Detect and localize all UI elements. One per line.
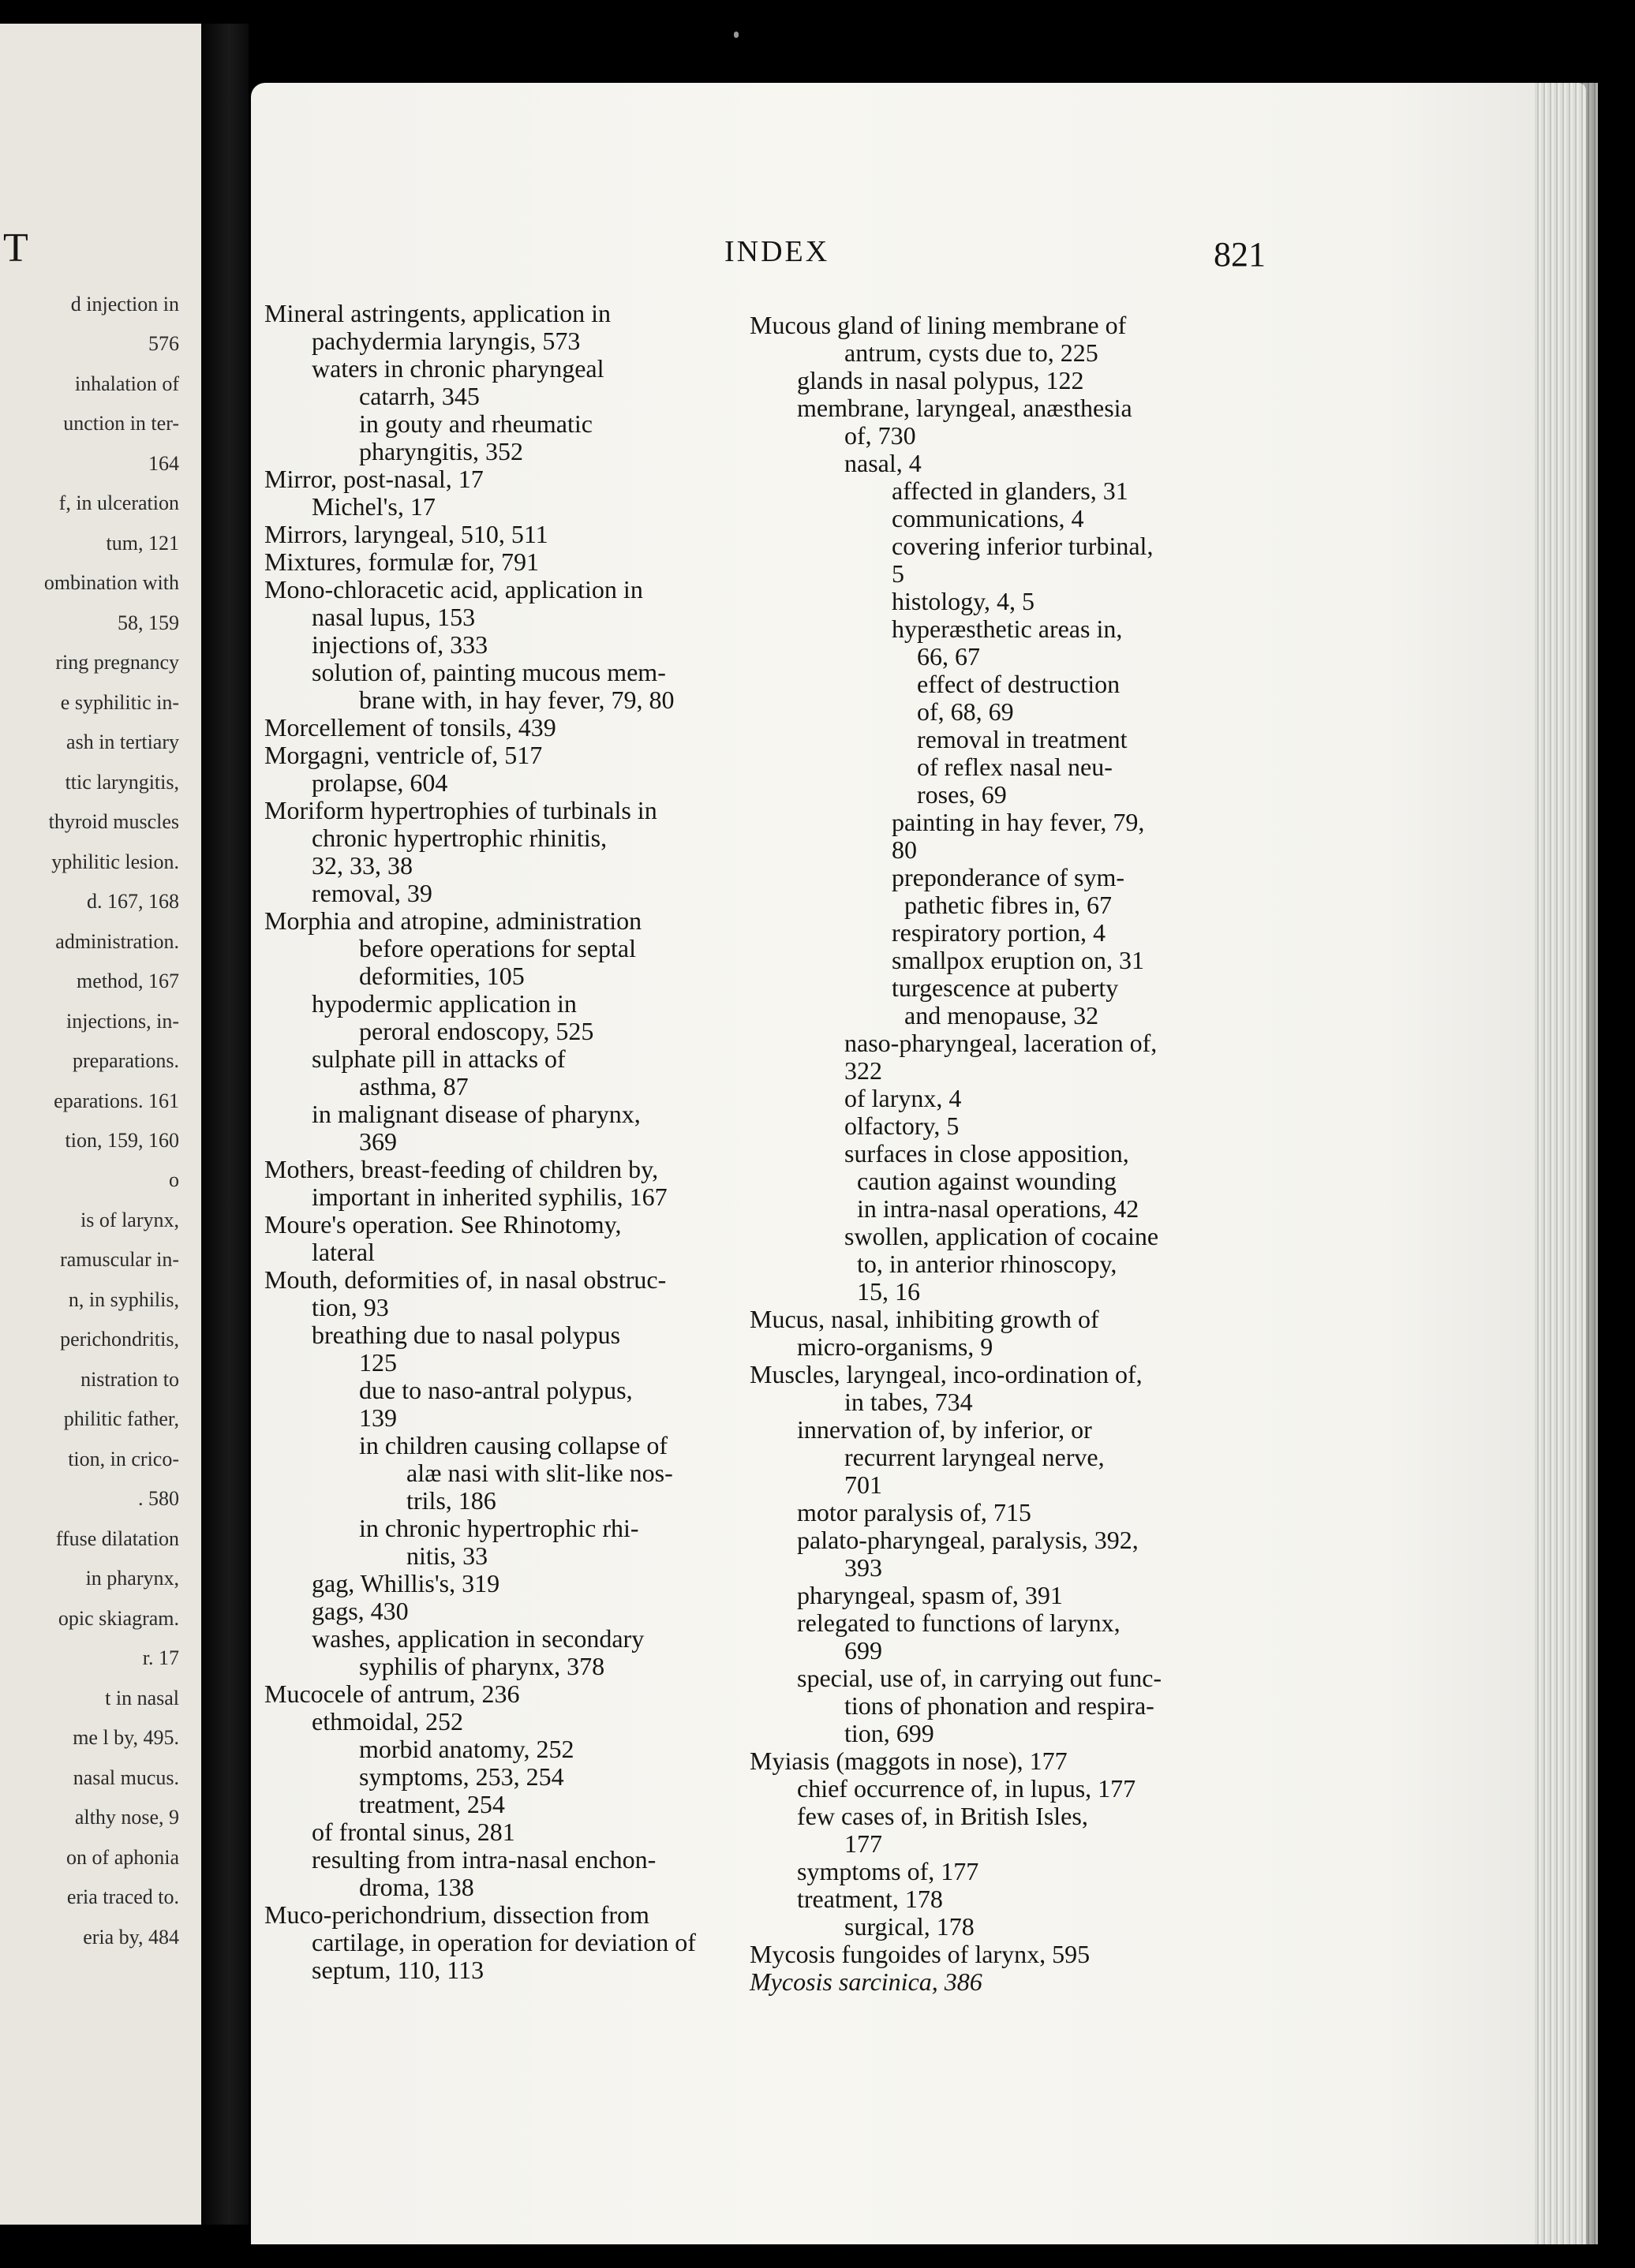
index-entry: Muco-perichondrium, dissection from	[264, 1900, 649, 1929]
index-entry: droma, 138	[359, 1873, 474, 1901]
index-entry: Mirror, post-nasal, 17	[264, 465, 484, 493]
index-entry: symptoms, 253, 254	[359, 1762, 564, 1791]
left-page-line: philitic father,	[63, 1407, 179, 1431]
left-page-line: n, in syphilis,	[68, 1287, 179, 1311]
index-entry: syphilis of pharynx, 378	[359, 1652, 605, 1680]
index-entry: washes, application in secondary	[312, 1624, 645, 1653]
index-entry: 66, 67	[892, 642, 980, 671]
index-entry: 5	[892, 559, 904, 588]
index-entry: tion, 93	[312, 1293, 389, 1321]
index-entry: 701	[844, 1470, 882, 1499]
left-page-line: nasal mucus.	[73, 1765, 179, 1789]
index-entry: before operations for septal	[359, 934, 636, 962]
index-entry: lateral	[312, 1238, 375, 1266]
left-page-line: preparations.	[72, 1049, 179, 1073]
index-entry: cartilage, in operation for deviation of	[312, 1928, 696, 1956]
index-entry: Morphia and atropine, administration	[264, 906, 642, 935]
index-entry: of frontal sinus, 281	[312, 1818, 515, 1846]
left-page-line: tion, in crico-	[68, 1447, 179, 1470]
left-page-edge-letter: T	[3, 226, 28, 271]
left-page-line: ash in tertiary	[66, 730, 179, 754]
left-page-line: on of aphonia	[66, 1845, 179, 1869]
index-entry: symptoms of, 177	[797, 1857, 979, 1885]
index-entry: Mycosis fungoides of larynx, 595	[750, 1940, 1091, 1968]
index-entry: 369	[359, 1127, 397, 1156]
index-entry: in tabes, 734	[844, 1388, 973, 1416]
index-entry: asthma, 87	[359, 1072, 469, 1100]
index-entry: 699	[844, 1636, 882, 1665]
index-entry: 393	[844, 1553, 882, 1582]
index-entry: catarrh, 345	[359, 382, 480, 410]
left-page-line: tum, 121	[106, 531, 179, 555]
left-page-fragment	[0, 24, 201, 2225]
page-header	[251, 234, 1586, 282]
index-entry: in chronic hypertrophic rhi-	[359, 1514, 639, 1542]
index-entry: Moure's operation. See Rhinotomy,	[264, 1210, 622, 1239]
running-title: INDEX	[724, 235, 830, 268]
index-entry: nasal, 4	[844, 449, 922, 477]
left-page-line: t in nasal	[105, 1686, 179, 1709]
index-entry: solution of, painting mucous mem-	[312, 658, 666, 686]
index-entry: tion, 699	[844, 1719, 934, 1747]
left-page-line: thyroid muscles	[48, 810, 179, 834]
index-entry: few cases of, in British Isles,	[797, 1802, 1088, 1830]
index-entry: peroral endoscopy, 525	[359, 1017, 594, 1045]
index-entry: tions of phonation and respira-	[844, 1691, 1154, 1720]
index-entry: Michel's, 17	[312, 492, 436, 521]
index-entry: Mycosis sarcinica, 386	[750, 1967, 982, 1996]
index-column-right	[750, 312, 1270, 1996]
left-page-line: eria traced to.	[66, 1885, 179, 1909]
left-page-line: eparations. 161	[54, 1089, 179, 1112]
index-entry: in malignant disease of pharynx,	[312, 1100, 641, 1128]
left-page-line: me l by, 495.	[73, 1726, 179, 1750]
index-entry: hypodermic application in	[312, 989, 577, 1018]
index-entry: ethmoidal, 252	[312, 1707, 463, 1736]
left-page-line: 58, 159	[118, 611, 179, 634]
index-entry: Moriform hypertrophies of turbinals in	[264, 796, 657, 824]
index-entry: in children causing collapse of	[359, 1431, 668, 1459]
index-entry: relegated to functions of larynx,	[797, 1609, 1121, 1637]
index-entry: of, 68, 69	[892, 697, 1014, 726]
index-entry: recurrent laryngeal nerve,	[844, 1443, 1105, 1471]
index-entry: Mono-chloracetic acid, application in	[264, 575, 643, 603]
left-page-line: . 580	[138, 1487, 179, 1511]
index-entry: in intra-nasal operations, 42	[844, 1194, 1139, 1223]
index-entry: membrane, laryngeal, anæsthesia	[797, 394, 1132, 422]
index-entry: resulting from intra-nasal enchon-	[312, 1845, 657, 1874]
index-entry: affected in glanders, 31	[892, 476, 1128, 505]
index-entry: antrum, cysts due to, 225	[844, 338, 1098, 367]
index-entry: Myiasis (maggots in nose), 177	[750, 1747, 1068, 1775]
left-page-line: ttic laryngitis,	[65, 770, 179, 794]
index-entry: palato-pharyngeal, paralysis, 392,	[797, 1526, 1139, 1554]
index-entry: due to naso-antral polypus,	[359, 1376, 633, 1404]
index-column-left	[264, 300, 738, 1984]
index-entry: morbid anatomy, 252	[359, 1735, 574, 1763]
left-page-line: nistration to	[80, 1367, 179, 1391]
index-entry: of larynx, 4	[844, 1084, 962, 1112]
index-entry: effect of destruction	[892, 670, 1121, 698]
left-page-line: ffuse dilatation	[55, 1526, 179, 1550]
index-entry: covering inferior turbinal,	[892, 532, 1154, 560]
index-entry: Mouth, deformities of, in nasal obstruc-	[264, 1265, 667, 1294]
index-entry: surfaces in close apposition,	[844, 1139, 1129, 1168]
scan-speck	[734, 32, 739, 38]
index-entry: 125	[359, 1348, 397, 1377]
index-entry: breathing due to nasal polypus	[312, 1321, 621, 1349]
left-page-line: is of larynx,	[80, 1208, 179, 1231]
index-entry: Mirrors, laryngeal, 510, 511	[264, 520, 548, 548]
left-page-line: method, 167	[77, 970, 179, 993]
index-entry: Mucus, nasal, inhibiting growth of	[750, 1305, 1099, 1333]
index-entry: olfactory, 5	[844, 1112, 960, 1140]
left-page-line: althy nose, 9	[74, 1806, 179, 1829]
left-page-line: d. 167, 168	[87, 890, 179, 914]
index-entry: pharyngeal, spasm of, 391	[797, 1581, 1063, 1609]
index-entry: gag, Whillis's, 319	[312, 1569, 500, 1597]
index-entry: turgescence at puberty	[892, 973, 1119, 1002]
left-page-line: ramuscular in-	[60, 1248, 179, 1272]
index-entry: hyperæsthetic areas in,	[892, 615, 1123, 643]
left-page-line: unction in ter-	[63, 412, 179, 435]
index-entry: roses, 69	[892, 780, 1007, 809]
left-page-line: ombination with	[43, 571, 179, 595]
left-page-line: o	[169, 1168, 179, 1192]
index-entry: sulphate pill in attacks of	[312, 1044, 566, 1073]
page-edges	[1535, 83, 1598, 2244]
index-entry: pharyngitis, 352	[359, 437, 523, 465]
index-entry: painting in hay fever, 79,	[892, 808, 1145, 836]
index-entry: deformities, 105	[359, 962, 525, 990]
left-page-line: injections, in-	[66, 1009, 179, 1033]
index-entry: 139	[359, 1403, 397, 1432]
index-entry: naso-pharyngeal, laceration of,	[844, 1029, 1158, 1057]
left-page-line: r. 17	[142, 1646, 179, 1670]
index-entry: Mothers, breast-feeding of children by,	[264, 1155, 659, 1183]
index-entry: prolapse, 604	[312, 768, 448, 797]
left-page-line: perichondritis,	[60, 1328, 179, 1351]
left-page-line: 576	[148, 332, 179, 356]
index-entry: brane with, in hay fever, 79, 80	[359, 686, 675, 714]
index-entry: removal in treatment	[892, 725, 1128, 753]
left-page-line: ring pregnancy	[55, 651, 179, 674]
index-entry: surgical, 178	[844, 1912, 975, 1941]
left-page-line: in pharynx,	[85, 1567, 179, 1590]
index-entry: nitis, 33	[406, 1541, 488, 1570]
left-page-line: 164	[148, 451, 179, 475]
index-entry: Mucous gland of lining membrane of	[750, 311, 1127, 339]
index-entry: 32, 33, 38	[312, 851, 413, 880]
index-entry: caution against wounding	[844, 1167, 1117, 1195]
index-entry: chief occurrence of, in lupus, 177	[797, 1774, 1136, 1803]
left-page-line: yphilitic lesion.	[51, 850, 179, 873]
index-entry: important in inherited syphilis, 167	[312, 1183, 668, 1211]
index-entry: histology, 4, 5	[892, 587, 1035, 615]
index-entry: Muscles, laryngeal, inco-ordination of,	[750, 1360, 1143, 1388]
index-entry: Mineral astringents, application in	[264, 299, 611, 327]
index-entry: motor paralysis of, 715	[797, 1498, 1031, 1526]
book-spine-shadow	[201, 24, 249, 2225]
index-entry: treatment, 178	[797, 1885, 943, 1913]
index-entry: in gouty and rheumatic	[359, 409, 593, 438]
index-entry: alæ nasi with slit-like nos-	[406, 1459, 673, 1487]
index-entry: trils, 186	[406, 1486, 496, 1515]
index-entry: to, in anterior rhinoscopy,	[844, 1250, 1117, 1278]
index-entry: Mucocele of antrum, 236	[264, 1680, 520, 1708]
left-page-line: administration.	[55, 929, 179, 953]
index-entry: gags, 430	[312, 1597, 409, 1625]
left-page-line: opic skiagram.	[58, 1606, 179, 1630]
index-entry: 177	[844, 1829, 882, 1858]
index-entry: chronic hypertrophic rhinitis,	[312, 824, 608, 852]
left-page-line: inhalation of	[74, 372, 179, 395]
index-entry: innervation of, by inferior, or	[797, 1415, 1092, 1444]
left-page-line: f, in ulceration	[58, 491, 179, 515]
index-entry: smallpox eruption on, 31	[892, 946, 1144, 974]
index-entry: swollen, application of cocaine	[844, 1222, 1159, 1250]
index-entry: injections of, 333	[312, 630, 488, 659]
index-entry: communications, 4	[892, 504, 1084, 532]
index-entry: nasal lupus, 153	[312, 603, 476, 631]
index-entry: preponderance of sym-	[892, 863, 1124, 891]
index-entry: 15, 16	[844, 1277, 920, 1306]
left-page-line: d injection in	[70, 293, 179, 316]
index-entry: glands in nasal polypus, 122	[797, 366, 1084, 394]
index-entry: pachydermia laryngis, 573	[312, 327, 581, 355]
left-page-line: eria by, 484	[83, 1925, 179, 1949]
left-page-line: tion, 159, 160	[65, 1129, 179, 1152]
index-entry: 80	[892, 835, 917, 864]
index-entry: removal, 39	[312, 879, 432, 907]
index-entry: waters in chronic pharyngeal	[312, 354, 604, 383]
index-entry: pathetic fibres in, 67	[892, 891, 1113, 919]
index-entry: of, 730	[844, 421, 916, 450]
index-entry: micro-organisms, 9	[797, 1332, 993, 1361]
index-entry: Morgagni, ventricle of, 517	[264, 741, 543, 769]
index-entry: Mixtures, formulæ for, 791	[264, 547, 540, 576]
index-entry: of reflex nasal neu-	[892, 753, 1113, 781]
index-entry: treatment, 254	[359, 1790, 505, 1818]
page-number: 821	[1214, 235, 1266, 274]
index-entry: septum, 110, 113	[312, 1956, 485, 1984]
index-entry: 322	[844, 1056, 882, 1085]
index-entry: Morcellement of tonsils, 439	[264, 713, 556, 742]
index-entry: special, use of, in carrying out func-	[797, 1664, 1162, 1692]
index-entry: and menopause, 32	[892, 1001, 1099, 1029]
index-entry: respiratory portion, 4	[892, 918, 1106, 947]
left-page-line: e syphilitic in-	[60, 690, 179, 714]
